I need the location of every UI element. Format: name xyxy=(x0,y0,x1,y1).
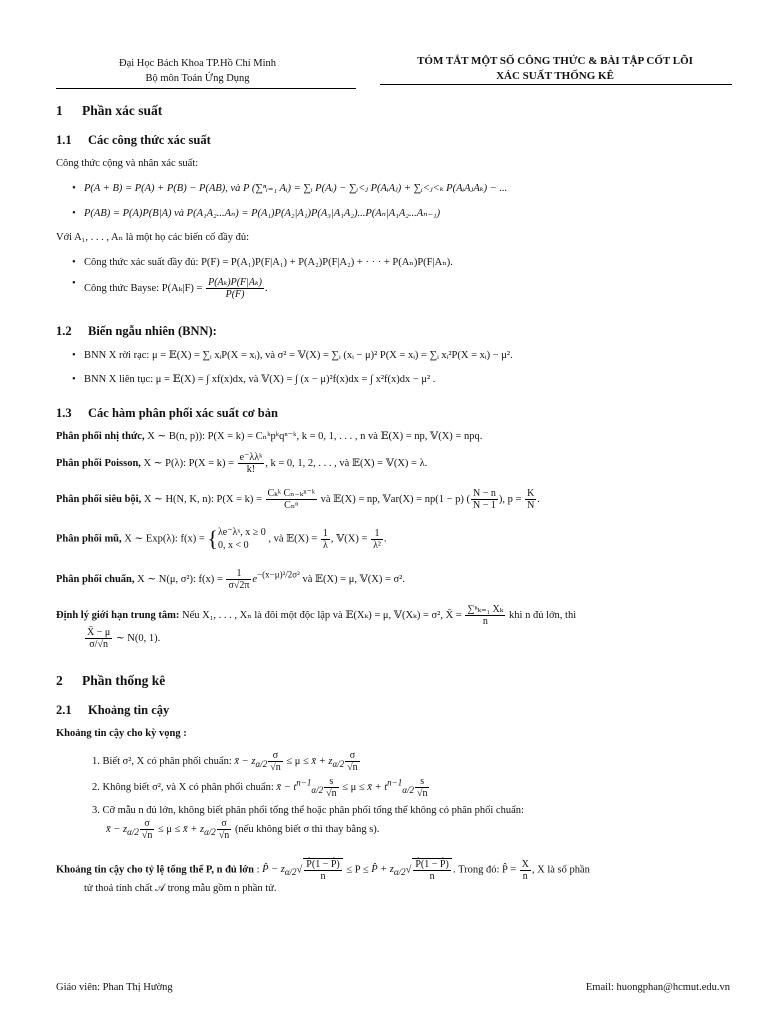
doc-title-line2: XÁC SUẤT THỐNG KÊ xyxy=(496,70,614,82)
s11-bullet-1: • P(A + B) = P(A) + P(B) − P(AB), và P (∑ⁿᵢ₌₁ Aᵢ) = ∑ᵢ P(Aᵢ) − ∑ᵢ<ⱼ P(AᵢAⱼ) + ∑ᵢ<ⱼ<ₖ P(AᵢAⱼAₖ) − ... xyxy=(84,182,507,196)
section-1-heading: 1 Phần xác suất xyxy=(56,103,163,118)
s11-intro: Công thức cộng và nhân xác suất: xyxy=(56,158,199,169)
poisson-line: Phân phối Poisson, X ∼ P(λ): P(X = k) = $\frac{\text{e⁻λλᵏ}}{k!}$ , k = 0, 1, 2, . . . , và 𝔼(X) = 𝕍(X) = λ. xyxy=(56,452,428,475)
section-1-2-heading: 1.2 Biến ngẫu nhiên (BNN): xyxy=(56,324,217,338)
ci-proportion-line: Khoảng tin cậy cho tỷ lệ tổng thể P, n đủ lớn : P̂ − $z_{\alpha/2}√$ $\frac{P̂(1 - P̂)}{n}$ ≤ P ≤ P̂ + $z_{\alpha/2}√$ $\frac{P̂(1 - P̂)}{n}$ . Trong đó: P̂ = $\frac{X}{n}$ , X là số phần xyxy=(56,858,590,882)
exponential-line: Phân phối mũ, X ∼ Exp(λ): f(x) = {λe⁻λˣ, x ≥ 0 0, x < 0 , và 𝔼(X) = $\frac{1}{\lambda}$ , 𝕍(X) = $\frac{1}{\text{λ²}}$ . xyxy=(56,526,387,551)
ci-mean-title: Khoảng tin cậy cho kỳ vọng : xyxy=(56,728,187,739)
ci-proportion-line-2: tử thoả tính chất 𝒜 trong mẫu gồm n phần tử. xyxy=(84,883,277,894)
normal-line: Phân phối chuẩn, X ∼ N(μ, σ²): f(x) = $\frac{1}{\sigma√2\pi}$ $e^{-(x-\mu)^2/2\sigma^2}$ và 𝔼(X) = μ, 𝕍(X) = σ². xyxy=(56,568,405,591)
binomial-line: Phân phối nhị thức, X ∼ B(n, p)): P(X = k) = Cₙᵏpᵏqⁿ⁻ᵏ, k = 0, 1, . . . , n và 𝔼(X) = np, 𝕍(X) = npq. xyxy=(56,431,483,442)
ci-item-3: 3. Cỡ mẫu n đủ lớn, không biết phân phối tổng thể hoặc phân phối tổng thể không có phân phối chuẩn: xyxy=(92,805,524,816)
s11-intro-2: Với A₁, . . . , Aₙ là một họ các biến cố đầy đủ: xyxy=(56,232,250,243)
footer-teacher: Giáo viên: Phan Thị Hường xyxy=(56,982,173,993)
ci-item-3-formula: x̄ − $z_{\alpha/2}$ $\frac{\sigma}{√n}$ ≤ μ ≤ x̄ + $z_{\alpha/2}$ $\frac{\sigma}{√n}$ (nếu không biết σ thì thay bằng s). xyxy=(106,818,380,841)
s12-bullet-1: • BNN X rời rạc: μ = 𝔼(X) = ∑ᵢ xᵢP(X = xᵢ), và σ² = 𝕍(X) = ∑ᵢ (xᵢ − μ)² P(X = xᵢ) = ∑ᵢ xᵢ²P(X = xᵢ) − μ². xyxy=(84,349,513,363)
section-1-1-heading: 1.1 Các công thức xác suất xyxy=(56,133,211,147)
section-2-heading: 2 Phần thống kê xyxy=(56,673,166,688)
doc-title-line1: TÓM TẮT MỘT SỐ CÔNG THỨC & BÀI TẬP CỐT LÕI xyxy=(417,55,693,67)
s12-bullet-2: • BNN X liên tục: μ = 𝔼(X) = ∫ xf(x)dx, và 𝕍(X) = ∫ (x − μ)²f(x)dx = ∫ x²f(x)dx − μ² . xyxy=(84,373,435,387)
ci-item-1: 1. Biết σ², X có phân phối chuẩn: x̄ − $z_{\alpha/2}$ $\frac{\sigma}{√n}$ ≤ μ ≤ x̄ + $z_{\alpha/2}$ $\frac{\sigma}{√n}$ xyxy=(92,750,358,773)
hypergeometric-line: Phân phối siêu bội, X ∼ H(N, K, n): P(X = k) = $\frac{\text{Cₖᵏ Cₙ₋ₖⁿ⁻ᵏ}}{\text{Cₙⁿ}}$ và 𝔼(X) = np, 𝕍ar(X) = np(1 − p) ( $\frac{N - n}{N - 1}$ ), p = $\frac{K}{N}$ . xyxy=(56,488,540,511)
header-rule-right xyxy=(380,84,732,85)
clt-line: Định lý giới hạn trung tâm: Nếu X₁, . . . , Xₙ là đôi một độc lập và 𝔼(Xₖ) = μ, 𝕍(Xₖ) = σ², X̄ = $\frac{\text{∑ⁿₖ₌₁ Xₖ}}{n}$ khi n đủ lớn, thì xyxy=(56,604,577,627)
department-name: Bộ môn Toán Ứng Dụng xyxy=(145,73,250,84)
section-2-1-heading: 2.1 Khoảng tin cậy xyxy=(56,703,170,717)
header-rule-left xyxy=(56,88,356,89)
section-1-3-heading: 1.3 Các hàm phân phối xác suất cơ bản xyxy=(56,406,278,420)
university-name: Đại Học Bách Khoa TP.Hồ Chí Minh xyxy=(118,58,276,69)
footer-email[interactable]: Email: huongphan@hcmut.edu.vn xyxy=(585,982,730,993)
header-right xyxy=(380,54,730,84)
clt-line-2: $\frac{X̄ - \mu}{\sigma/√n}$ ∼ N(0, 1). xyxy=(87,627,161,650)
s11-bullet-3: • Công thức xác suất đầy đủ: P(F) = P(A₁)P(F|A₁) + P(A₂)P(F|A₂) + · · · + P(Aₙ)P(F|Aₙ). xyxy=(84,256,453,270)
s11-bullet-2: • P(AB) = P(A)P(B|A) và P(A₁A₂...Aₙ) = P(A₁)P(A₂|A₁)P(A₃|A₁A₂)...P(Aₙ|A₁A₂...Aₙ₋₁) xyxy=(84,207,440,221)
s11-bullet-4: • Công thức Bayse: P(Aₖ|F) = $\frac{\text{P(Aₖ)P(F|Aₖ)}}{P(F)}$ . xyxy=(84,277,268,300)
ci-item-2: 2. Không biết σ², và X có phân phối chuẩn: x̄ − $t^{n-1}_{\alpha/2}$ $\frac{s}{√n}$ ≤ μ ≤ x̄ + $t^{n-1}_{\alpha/2}$ $\frac{s}{√n}$ xyxy=(92,776,428,799)
header-left xyxy=(80,56,315,86)
